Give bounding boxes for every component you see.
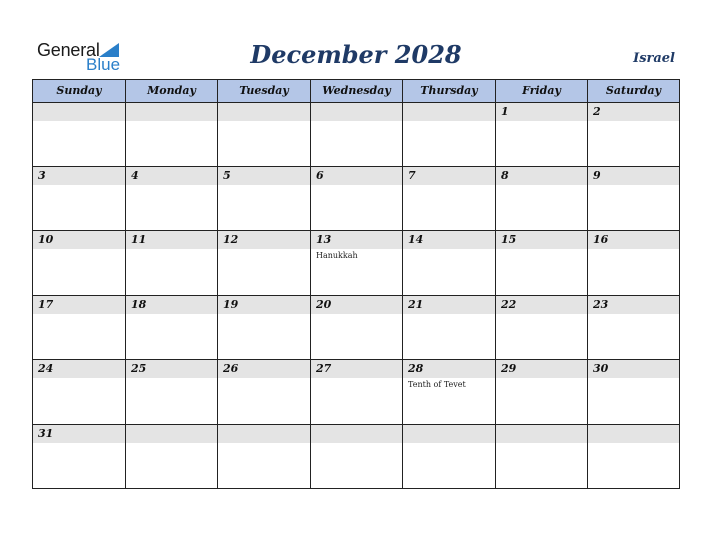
day-cell [218, 360, 311, 425]
day-cell [33, 103, 126, 167]
day-number: 31 [38, 427, 54, 440]
day-cell-band [311, 103, 402, 121]
holiday-label: Tenth of Tevet [408, 380, 466, 389]
day-number: 18 [131, 298, 147, 311]
weekday-header-tuesday: Tuesday [218, 80, 311, 102]
day-cell-band [33, 167, 125, 185]
day-cell-band [126, 425, 217, 443]
day-cell [403, 167, 496, 231]
day-cell [126, 103, 218, 167]
day-cell [496, 296, 588, 360]
day-cell [311, 231, 403, 296]
day-cell-band [218, 425, 310, 443]
weekday-header-monday: Monday [126, 80, 218, 102]
day-cell-band [311, 167, 402, 185]
day-cell-band [218, 167, 310, 185]
day-number: 21 [408, 298, 424, 311]
day-cell [218, 425, 311, 488]
day-number: 17 [38, 298, 54, 311]
day-cell [218, 103, 311, 167]
day-cell [403, 360, 496, 425]
day-cell [311, 360, 403, 425]
country-label: Israel [633, 51, 675, 66]
day-number: 9 [593, 169, 601, 182]
day-cell-band [403, 425, 495, 443]
day-cell [588, 296, 679, 360]
day-cell [588, 167, 679, 231]
day-cell [218, 231, 311, 296]
day-cell [126, 296, 218, 360]
day-cell [403, 296, 496, 360]
day-number: 24 [38, 362, 54, 375]
day-number: 2 [593, 105, 601, 118]
day-cell [218, 296, 311, 360]
day-cell [311, 425, 403, 488]
day-cell [311, 296, 403, 360]
weekday-header-sunday: Sunday [33, 80, 126, 102]
day-cell [403, 231, 496, 296]
day-cell-band [588, 103, 679, 121]
day-cell [403, 425, 496, 488]
weekday-header-friday: Friday [496, 80, 588, 102]
day-cell-band [496, 103, 587, 121]
day-number: 12 [223, 233, 239, 246]
weekday-header-thursday: Thursday [403, 80, 496, 102]
day-number: 29 [501, 362, 517, 375]
day-cell-band [218, 103, 310, 121]
day-cell [496, 425, 588, 488]
day-number: 13 [316, 233, 332, 246]
day-number: 5 [223, 169, 231, 182]
day-number: 27 [316, 362, 332, 375]
brand-word-blue: Blue [86, 55, 121, 74]
day-number: 25 [131, 362, 147, 375]
day-number: 30 [593, 362, 609, 375]
day-cell [311, 103, 403, 167]
weekday-header-saturday: Saturday [605, 84, 662, 97]
day-cell-band [311, 425, 402, 443]
day-number: 1 [501, 105, 509, 118]
day-cell [126, 231, 218, 296]
day-cell-band [126, 103, 217, 121]
calendar-grid [32, 79, 680, 489]
day-cell-band [588, 167, 679, 185]
day-number: 4 [131, 169, 139, 182]
day-cell-band [126, 167, 217, 185]
weekday-header-row [33, 80, 679, 103]
day-cell [588, 231, 679, 296]
calendar-title: December 2028 [250, 40, 462, 69]
day-cell [496, 167, 588, 231]
day-cell [588, 103, 679, 167]
brand-word-general: General [37, 40, 100, 60]
day-cell [311, 167, 403, 231]
day-number: 26 [223, 362, 239, 375]
day-cell [33, 231, 126, 296]
day-cell [126, 360, 218, 425]
day-number: 10 [38, 233, 54, 246]
day-cell [496, 360, 588, 425]
day-cell [496, 103, 588, 167]
day-number: 7 [408, 169, 416, 182]
day-cell [33, 360, 126, 425]
holiday-label: Hanukkah [316, 251, 358, 260]
day-cell [496, 231, 588, 296]
day-number: 11 [131, 233, 147, 246]
day-cell [218, 167, 311, 231]
day-cell [403, 103, 496, 167]
day-cell [33, 167, 126, 231]
day-number: 28 [408, 362, 424, 375]
day-number: 16 [593, 233, 609, 246]
day-number: 14 [408, 233, 424, 246]
day-number: 15 [501, 233, 517, 246]
day-cell [588, 360, 679, 425]
day-cell-band [496, 167, 587, 185]
day-cell [33, 296, 126, 360]
day-cell-band [403, 167, 495, 185]
day-cell-band [33, 103, 125, 121]
day-cell-band [403, 103, 495, 121]
day-cell-band [588, 425, 679, 443]
day-number: 23 [593, 298, 609, 311]
day-cell [588, 425, 679, 488]
day-number: 22 [501, 298, 517, 311]
day-cell-band [496, 425, 587, 443]
day-number: 19 [223, 298, 239, 311]
day-number: 6 [316, 169, 324, 182]
day-number: 3 [38, 169, 46, 182]
day-cell [33, 425, 126, 488]
day-cell [126, 167, 218, 231]
day-cell [126, 425, 218, 488]
day-number: 20 [316, 298, 332, 311]
weekday-header-wednesday: Wednesday [311, 80, 403, 102]
day-number: 8 [501, 169, 509, 182]
